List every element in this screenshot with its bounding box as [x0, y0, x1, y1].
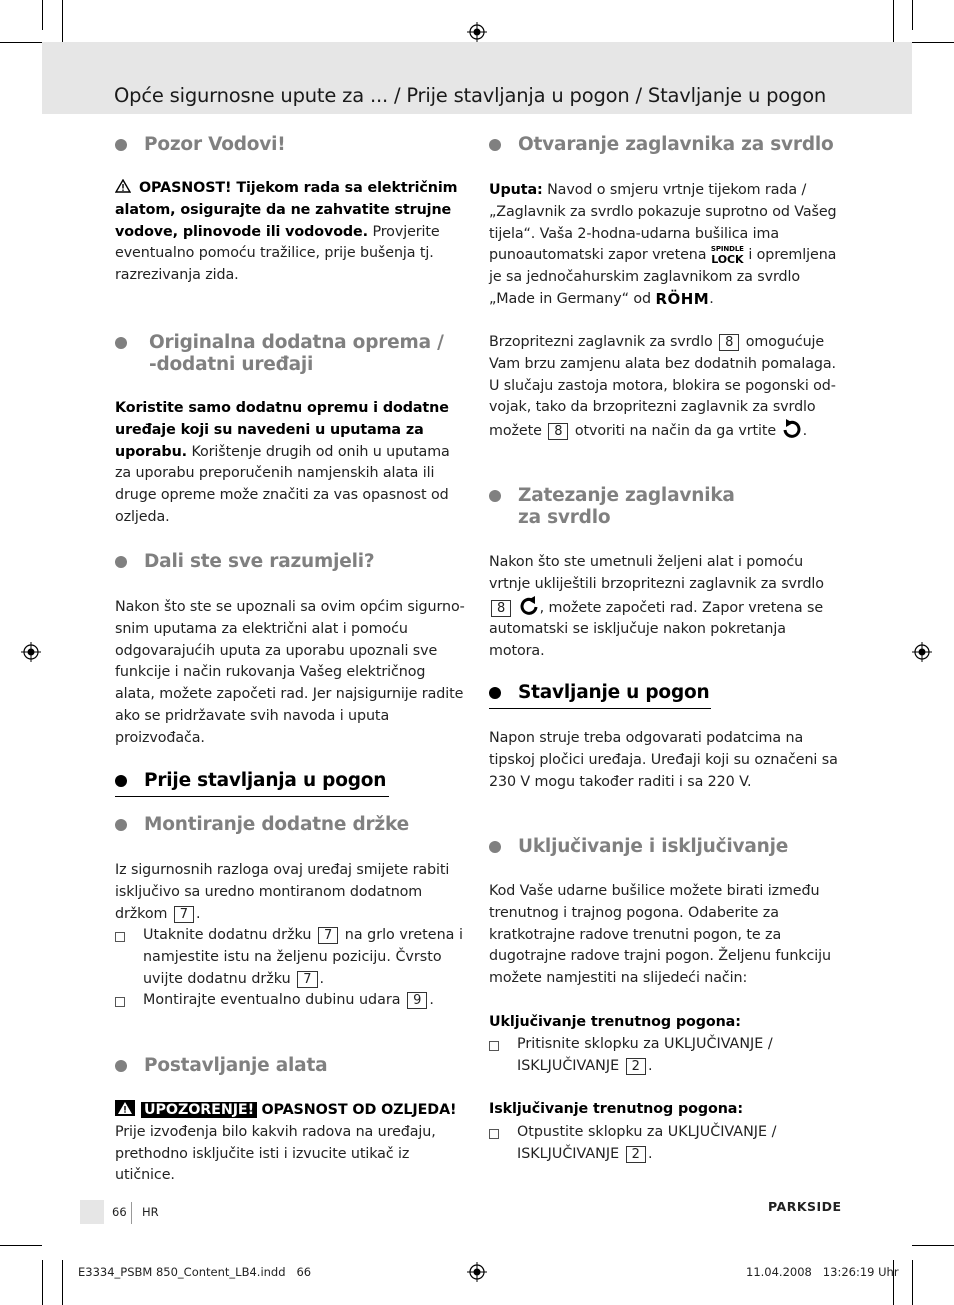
part-ref: 8: [548, 423, 568, 440]
footer-divider: [131, 1202, 132, 1224]
crop-mark: [912, 1260, 913, 1305]
registration-mark-icon: [467, 22, 487, 42]
checkbox-square-icon: [115, 932, 125, 942]
section-heading-montiranje: Montiranje dodatne držke: [115, 814, 465, 836]
registration-mark-icon: [21, 642, 41, 662]
crop-mark: [0, 1245, 42, 1246]
rohm-logo: RÖHM: [655, 289, 710, 308]
list-item: Utaknite dodatnu držku 7 na grlo vretena i namjestite istu na željenu poziciju. Čvrsto uvijte dodatnu držku 7 .: [115, 925, 465, 990]
section-heading-otvaranje: Otvaranje zaglavnika za svrdlo: [489, 134, 849, 156]
part-ref: 8: [491, 600, 511, 617]
print-datetime: 11.04.2008 13:26:19 Uhr: [746, 1265, 899, 1279]
warning-triangle-icon: [115, 1100, 135, 1116]
warning-triangle-icon: [115, 179, 131, 193]
quick-chuck-paragraph: Brzopritezni zaglavnik za svrdlo 8 omogućuje Vam brzu zamjenu alata bez dodatnih pomalaga. U slučaju zastoja motora, blokira se pogonski odvojak, tako da brzopritezni zaglavnik za svrdlo možete 8 otvoriti na način da ga vrtite .: [489, 334, 836, 440]
part-ref: 2: [626, 1058, 646, 1075]
page-title: Opće sigurnosne upute za ... / Prije stavljanja u pogon / Stavljanje u pogon: [114, 84, 827, 107]
spindle-lock-logo: SPINDLE LOCK: [710, 245, 744, 267]
handle-paragraph: Iz sigurnosnih razloga ovaj uređaj smijete rabiti isključivo sa uredno montiranom dodatnom držkom 7 .: [115, 862, 450, 922]
section-heading-prije-stavljanja: Prije stavljanja u pogon: [115, 770, 389, 797]
crop-mark: [912, 1245, 954, 1246]
section-heading-postavljanje-alata: Postavljanje alata: [115, 1055, 465, 1077]
section-heading-zatezanje: Zatezanje zaglavnika za svrdlo: [489, 485, 839, 529]
bullet-dot: [115, 556, 127, 568]
crop-mark: [62, 0, 63, 46]
crop-mark: [42, 1260, 43, 1305]
subheading-on: Uključivanje trenutnog pogona:: [489, 1014, 741, 1030]
checkbox-square-icon: [489, 1041, 499, 1051]
rotate-counterclockwise-icon: [518, 596, 540, 616]
bullet-dot: [489, 687, 501, 699]
footer-marker: [80, 1200, 104, 1224]
checkbox-square-icon: [115, 997, 125, 1007]
part-ref: 9: [407, 992, 427, 1009]
part-ref: 7: [318, 927, 338, 944]
list-item: Montirajte eventualno dubinu udara 9 .: [115, 990, 465, 1012]
warning-label: UPOZORENJE!: [141, 1102, 257, 1118]
registration-mark-icon: [912, 642, 932, 662]
crop-mark: [62, 1260, 63, 1305]
file-slug: E3334_PSBM 850_Content_LB4.indd 66: [78, 1265, 312, 1279]
list-item: Pritisnite sklopku za UKLJUČIVANJE / ISKLJUČIVANJE 2 .: [489, 1034, 841, 1078]
part-ref: 7: [174, 906, 194, 923]
accessories-paragraph: Koristite samo dodatnu opremu i dodatne uređaje koji su navedeni u uputama za uporabu. Korištenje drugih od onih u uputama za uporabu preporučenih namjenskih alata ili druge opreme može značiti za vas opasnost od ozljeda.: [115, 400, 450, 525]
part-ref: 2: [626, 1146, 646, 1163]
bullet-dot: [115, 337, 127, 349]
section-heading-dodatna-oprema: Originalna dodatna oprema / -dodatni uređaji: [115, 332, 465, 376]
bullet-dot: [489, 841, 501, 853]
bullet-dot: [115, 1060, 127, 1072]
section-heading-razumjeli: Dali ste sve razumjeli?: [115, 551, 465, 573]
crop-mark: [912, 0, 913, 30]
registration-mark-icon: [467, 1262, 487, 1282]
part-ref: 7: [297, 971, 317, 988]
checkbox-square-icon: [489, 1129, 499, 1139]
bullet-dot: [489, 490, 501, 502]
subheading-off: Isključivanje trenutnog pogona:: [489, 1101, 743, 1117]
language-code: HR: [142, 1205, 159, 1219]
part-ref: 8: [719, 334, 739, 351]
bullet-dot: [489, 139, 501, 151]
bullet-dot: [115, 775, 127, 787]
crop-mark: [42, 0, 43, 30]
tighten-paragraph: Nakon što ste umetnuli željeni alat i pomoću vrtnje ukliještili brzopritezni zaglavnik za svrdlo 8 , možete započeti rad. Zapor vretena se automatski se isključuje nakon pokretanja motora.: [489, 554, 824, 660]
crop-mark: [0, 42, 42, 43]
rotate-clockwise-icon: [781, 419, 803, 439]
section-heading-pozor-vodovi: Pozor Vodovi!: [115, 134, 465, 156]
bullet-dot: [115, 819, 127, 831]
tool-warning-paragraph: UPOZORENJE! OPASNOST OD OZLJEDA! Prije izvođenja bilo kakvih radova na uređaju, prethodno isključite isti i izvucite utikač iz utičnice.: [115, 1102, 457, 1184]
list-item: Otpustite sklopku za UKLJUČIVANJE / ISKLJUČIVANJE 2 .: [489, 1122, 841, 1166]
brand-logo: PARKSIDE: [768, 1199, 842, 1214]
bullet-dot: [115, 139, 127, 151]
voltage-paragraph: Napon struje treba odgovarati podatcima na tipskoj pločici uređaja. Uređaji koji su označeni sa 230 V mogu također raditi i sa 220 V.: [489, 730, 838, 790]
section-heading-stavljanje: Stavljanje u pogon: [489, 682, 711, 709]
page-number: 66: [112, 1205, 127, 1219]
section-heading-ukljucivanje: Uključivanje i isključivanje: [489, 836, 839, 858]
warning-paragraph: OPASNOST! Tijekom rada sa električnim alatom, osigurajte da ne zahvatite strujne vodove, plinovode ili vodovode. Provjerite eventualno pomoću tražilice, prije bušenja tj. razrezivanja zida.: [115, 180, 458, 284]
understood-paragraph: Nakon što ste se upoznali sa ovim općim sigurnosnim uputama za električni alat i pomoću odgovarajućih uputa za uporabu upoznali sve funkcije i način rukovanja Vašeg električnog alata, možete započeti rad. Jer najsigurnije radite ako se pridržavate svih navoda i uputa proizvođača.: [115, 599, 465, 746]
crop-mark: [912, 42, 954, 43]
switch-paragraph: Kod Vaše udarne bušilice možete birati između trenutnog i trajnog pogona. Odaberite za kratkotrajne radove trenutni pogon, te za dugotrajne radove trajni pogon. Željenu funkciju možete namjestiti na slijedeći način:: [489, 883, 831, 987]
chuck-note-paragraph: Uputa: Navod o smjeru vrtnje tijekom rada / „Zaglavnik za svrdlo pokazuje suprotno od Vašeg tijela“. Vaša 2-hodna-udarna bušilica ima punoautomatski zapor vretena SPINDLE LOCK i opremljena je sa jednočahurskim zaglavnikom za svrdlo „Made in Germany“ od RÖHM.: [489, 182, 837, 308]
crop-mark: [893, 0, 894, 46]
